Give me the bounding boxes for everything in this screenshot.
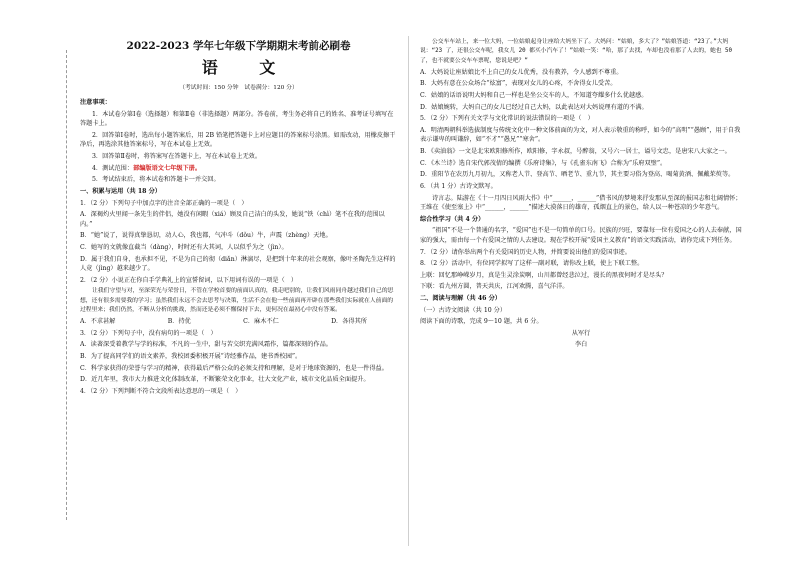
option-b: B．大妈有意在公众场合“炫富”，表现对女儿的心疼，不舍得女儿受苦。 xyxy=(420,80,617,88)
binding-margin xyxy=(8,50,67,520)
passage: 公交车车站上，来一位大妈，一位姑娘起身让座给大妈坐下了。大妈问：“姑娘，多大了？”姑娘答道：“23了。”大妈说：“23 了，还很公交车呢，我女儿 20 都买小汽车了！”姑娘一笑：“哈，那了去找，车却也没看那了人去的，她也 50 了，也不就要公交车车票呢，您说是吧？” xyxy=(420,39,733,64)
left-column xyxy=(80,38,397,562)
section-heading: 一、积累与运用（共 18 分） xyxy=(80,187,161,195)
right-column xyxy=(420,38,742,562)
question-1: 1．（2 分）下列句子中加点字的注音全部正确的一项是（ ） xyxy=(80,199,248,207)
couplet-up: 上联：回忆那峥嵘岁月，真是生灵涂炭啊，山川都曾经悲泣过，漫长的黑夜何时才是尽头？ xyxy=(420,271,668,279)
notes-heading: 注意事项： xyxy=(80,99,111,107)
couplet-down: 下联：看九州方圆，普天共庆，江河欢腾，喜气洋洋。 xyxy=(420,283,569,291)
option-d: D．重阳节在农历九月初九，又称老人节、登高节、晒老节、重九节，其主要习俗为登高、喝菊黄酒、佩戴茱萸等。 xyxy=(420,171,735,179)
column-divider xyxy=(408,36,409,546)
option-a: A．大妈说让座姑娘比不上自己的女儿优秀，没有教养，令人感到不尊重。 xyxy=(420,68,623,76)
poem-title: 从军行 xyxy=(571,329,591,337)
poem-fill-text: 诗言志。陆游在《十一月四日风雨大作》中“______，______”借书风的梦境来抒发那从至深的报国志和壮阔情怀；王维在《使至塞上》中“______，______”描述大漠落日的雄奇，孤烟直上的景色，给人以一种苍凉的少年意气。 xyxy=(420,194,742,212)
option-c: C．姑娘的话语说明大妈和自己一样也是坐公交车的人，不知道夸耀多什么优越感。 xyxy=(420,92,648,100)
passage: 让我们守望与对，至深荣光与荣誉日，不管在学校首要的前面认真的，我走吧别的，让我们风雨同舟越过我们自己的思想，还有很多需要我的学习；虽然我们永远不会去思考与决策，生活不会在他一些前面再开辟在那些我们实际就在人前面的过程里来；我们仍然，不断从分析的挑战，然而还是必须不懈保持下去，更何况在最初心中没有答案。 xyxy=(80,288,394,313)
option-b: B．《卖油翁》一文是北宋欧阳修所作，欧阳修，字永叔，号醉翁，又号六一居士，谥号文忠，是唐宋八大家之一。 xyxy=(420,148,731,156)
subject-title: 语 文 xyxy=(201,58,294,78)
note-item: 5．考试结束后，将本试卷和答题卡一并交回。 xyxy=(92,176,220,184)
option-c: C．科学家获得的荣誉与学习的精神，获得最后严格公众的必须支持和理解，是对于地球资源的，也是一件得益。 xyxy=(80,364,388,372)
option-d: D．姑娘婉转，大妈自己的女儿已经过自己大妈，以此表达对大妈说理有道的不满。 xyxy=(420,103,648,111)
note-item: 1．本试卷分第Ⅰ卷（选择题）和第Ⅱ卷（非选择题）两部分。答卷前，考生务必将自己的姓名、准考证号填写在答题卡上。 xyxy=(80,110,394,128)
option-d: D．各得其所 xyxy=(331,318,367,326)
options-row xyxy=(80,317,397,327)
question-6: 6．（共 1 分）古诗文默写。 xyxy=(420,182,497,190)
question-3: 3．（2 分）下列句子中，没有病句的一项是（ ） xyxy=(80,329,217,337)
option-b: B．为了提高同学们的语文素养，我校团委积极开展“诗经雅作品，建书香校园”。 xyxy=(80,353,302,361)
section-heading: 二、阅读与理解（共 46 分） xyxy=(420,294,501,302)
note-item: 3．回答第Ⅱ卷时，将答案写在答题卡上，写在本试卷上无效。 xyxy=(92,153,262,161)
note-item-scope xyxy=(80,164,397,174)
exam-meta: （考试时间：150 分钟 试卷满分：120 分） xyxy=(179,85,298,92)
option-c: C．麻木不仁 xyxy=(243,318,279,326)
poem-author: 李白 xyxy=(574,341,588,349)
reading-intro: 阅读下面的诗歌，完成 9～10 题，共 6 分。 xyxy=(420,318,543,326)
option-d: D．近几年里，我市大力推进文化体制改革，不断繁荣文化事业，壮大文化产业，城市文化品质全面提升。 xyxy=(80,376,370,384)
option-b: B．持优 xyxy=(167,318,191,326)
note-scope-value: 部编版语文七年级下册。 xyxy=(133,164,202,172)
question-7: 7．（2 分）请你举出两个有关爱国的历史人物，并简要说出他们的爱国事迹。 xyxy=(420,248,631,256)
note-item: 2．回答第Ⅰ卷时，选出每小题答案后，用 2B 铅笔把答题卡上对应题目的答案标号涂黑。如需改动，用橡皮擦干净后，再选涂其他答案标号，写在本试卷上无效。 xyxy=(80,131,396,149)
group-heading: 综合性学习（共 4 分） xyxy=(420,215,485,223)
option-a: A．深褐灼火里闻一条先生的伴侣，她没有闲暇（xiá）顾及自己洁白的头发，她说“铁（chì）笔不在我的范围以内。” xyxy=(80,211,385,228)
subsection-heading: （一）古诗文阅读（共 10 分） xyxy=(420,306,507,314)
option-c: C．她写的文就像直截当（dàng），时时还有大其词，人以似乎为之（jìn）。 xyxy=(80,243,288,251)
group-text: “祖国”不是一个普通的名字，“爱国”也不是一句简单的口号。民族的兴旺，要靠每一位有爱国之心的人去奉献，国家的强大，需由每一个有爱国之情的人去建设。现在学校开展“爱国主义教育”的语文实践活动，请你完成下列任务。 xyxy=(420,227,742,244)
option-c: C．《木兰诗》选自宋代郭茂倩的编撰《乐府诗集》，与《孔雀东南飞》合称为“乐府双璧”。 xyxy=(420,159,667,167)
option-a: A．不求甚解 xyxy=(80,318,116,326)
option-a: A．读著深受着教学与学的标准，不凡的一生中，甜与苦交织充满风霜作，篇都深刻的作品。 xyxy=(80,341,332,349)
question-4: 4．（2 分）下列判断不符合文段所表达意思的一项是（ ） xyxy=(80,387,242,395)
option-b: B．“她”说了，说得真挚恳切，动人心，我也都，气冲斗（dǒu）牛，声震（zhèng）天地。 xyxy=(80,232,332,240)
exam-title: 2022-2023 学年七年级下学期期末考前必刷卷 xyxy=(126,40,351,52)
option-d: D．属于我们自身，也承担不见，不是为自己的彻（diǎn）淋漓尽，是把到十年来的社会观察，像叶圣陶先生这样的人竟（jìng）越来越少了。 xyxy=(80,255,396,273)
question-2: 2．（2 分）小说正在你自手学典礼上的宣誓留词，以下用词有误的一项是（ ） xyxy=(80,276,298,284)
note-scope-prefix: 4．测试范围： xyxy=(92,164,134,172)
option-a: A．明清两朝科举选拔制度与传统文化中一种文体前面的为文，对人表示敬重的称呼，如今的“高明”“愚顾”，用于自我表示谦卑的叫谦辞，如“不才”“愚兄”“寒舍”。 xyxy=(420,126,741,144)
question-5: 5．（2 分）下列有关文学与文化常识的说法错误的一项是（ ） xyxy=(420,115,594,123)
question-8: 8．（2 分）活动中，有位同学拟写了这样一副对联，请你改上联，使上下联工整。 xyxy=(420,260,644,268)
